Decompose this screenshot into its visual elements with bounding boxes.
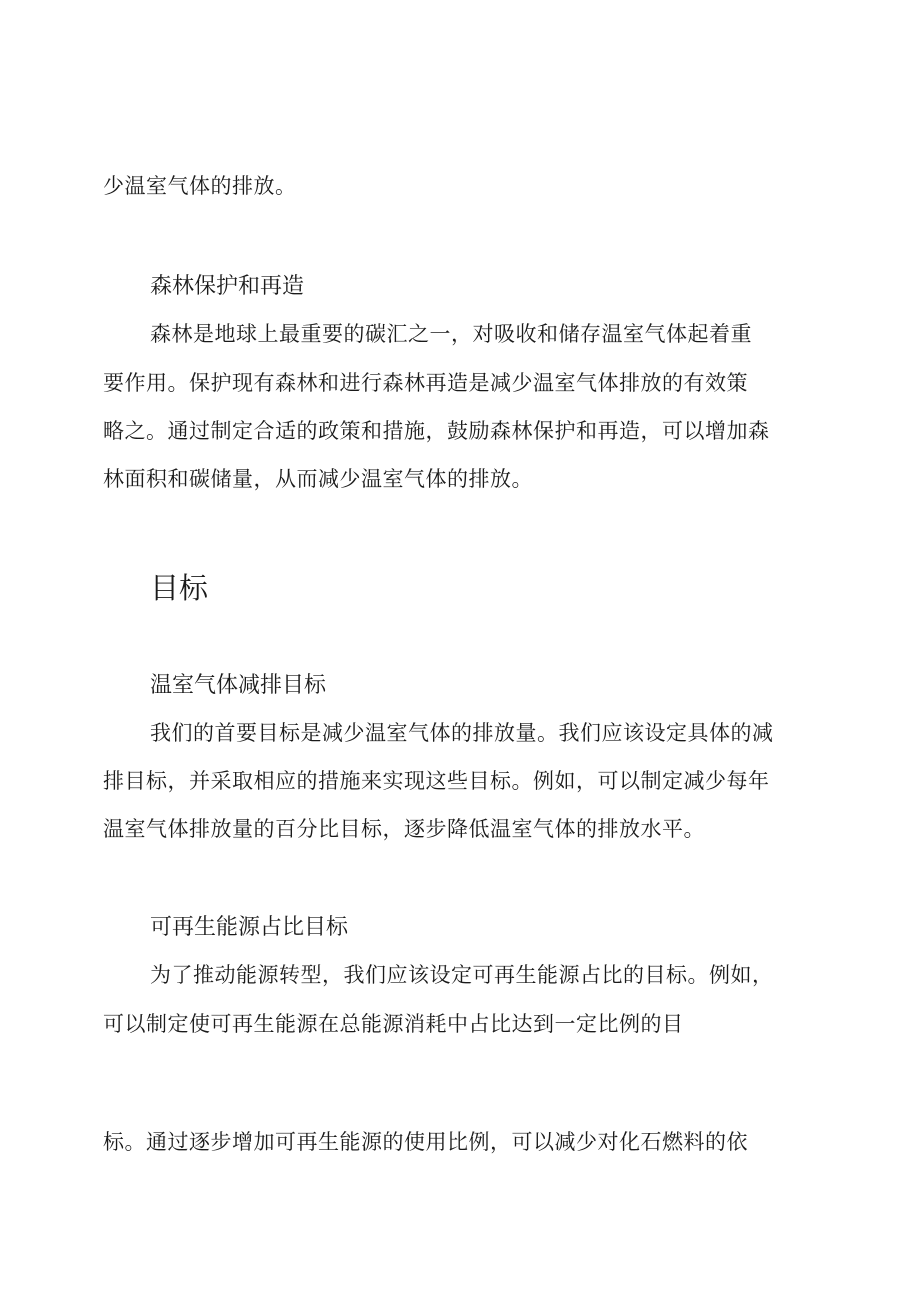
intro-tail-text: 少温室气体的排放。 (103, 174, 297, 198)
emission-paragraph-line: 排目标，并采取相应的措施来实现这些目标。例如，可以制定减少每年 (103, 769, 770, 793)
forest-paragraph-line: 森林是地球上最重要的碳汇之一，对吸收和储存温室气体起着重 (150, 322, 752, 346)
emission-target-heading: 温室气体减排目标 (150, 673, 327, 698)
renewable-paragraph-line: 可以制定使可再生能源在总能源消耗中占比达到一定比例的目 (103, 1012, 684, 1036)
renewable-target-heading: 可再生能源占比目标 (150, 915, 349, 940)
emission-paragraph-line: 温室气体排放量的百分比目标，逐步降低温室气体的排放水平。 (103, 817, 705, 841)
forest-heading: 森林保护和再造 (150, 274, 305, 299)
forest-paragraph-line: 林面积和碳储量，从而减少温室气体的排放。 (103, 467, 533, 491)
renewable-paragraph-line: 标。通过逐步增加可再生能源的使用比例，可以减少对化石燃料的依 (103, 1130, 748, 1154)
forest-paragraph-line: 要作用。保护现有森林和进行森林再造是减少温室气体排放的有效策 (103, 371, 748, 395)
goals-title: 目标 (150, 571, 209, 605)
renewable-paragraph-line: 为了推动能源转型，我们应该设定可再生能源占比的目标。例如， (150, 963, 774, 987)
forest-paragraph-line: 略之。通过制定合适的政策和措施，鼓励森林保护和再造，可以增加森 (103, 419, 770, 443)
emission-paragraph-line: 我们的首要目标是减少温室气体的排放量。我们应该设定具体的减 (150, 721, 774, 745)
